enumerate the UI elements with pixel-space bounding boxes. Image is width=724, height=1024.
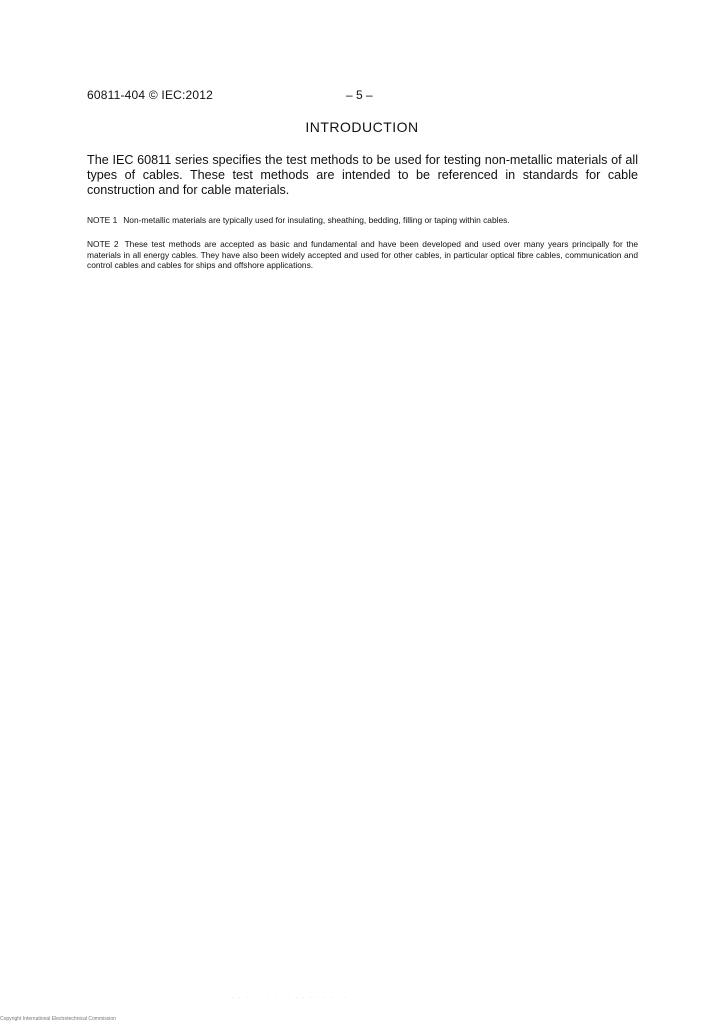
copyright-line: Copyright International Electrotechnical Commission xyxy=(0,1016,116,1022)
note-2-label: NOTE 2 xyxy=(87,239,119,249)
note-1-text: Non-metallic materials are typically used for insulating, sheathing, bedding, filling or taping within cables. xyxy=(123,215,510,225)
note-2-text: These test methods are accepted as basic and fundamental and have been developed and used over many years principally for the materials in all energy cables. They have also been widely accepted and used for other cables, in particular optical fibre cables, communication and control cables and cables for ships and offshore applications. xyxy=(87,239,639,270)
note-1 xyxy=(87,215,638,226)
note-1-label: NOTE 1 xyxy=(87,215,118,225)
page-number: – 5 – xyxy=(346,88,373,102)
document-id-header: 60811-404 © IEC:2012 xyxy=(87,88,214,102)
faint-footer-mark: · · · · · · · · · · · · · · · · · xyxy=(232,995,349,1001)
note-2 xyxy=(87,239,638,271)
introduction-paragraph: The IEC 60811 series specifies the test methods to be used for testing non-metallic materials of all types of cables. These test methods are intended to be referenced in standards for cable construction and for cable materials. xyxy=(87,153,638,197)
section-title: INTRODUCTION xyxy=(305,119,419,135)
